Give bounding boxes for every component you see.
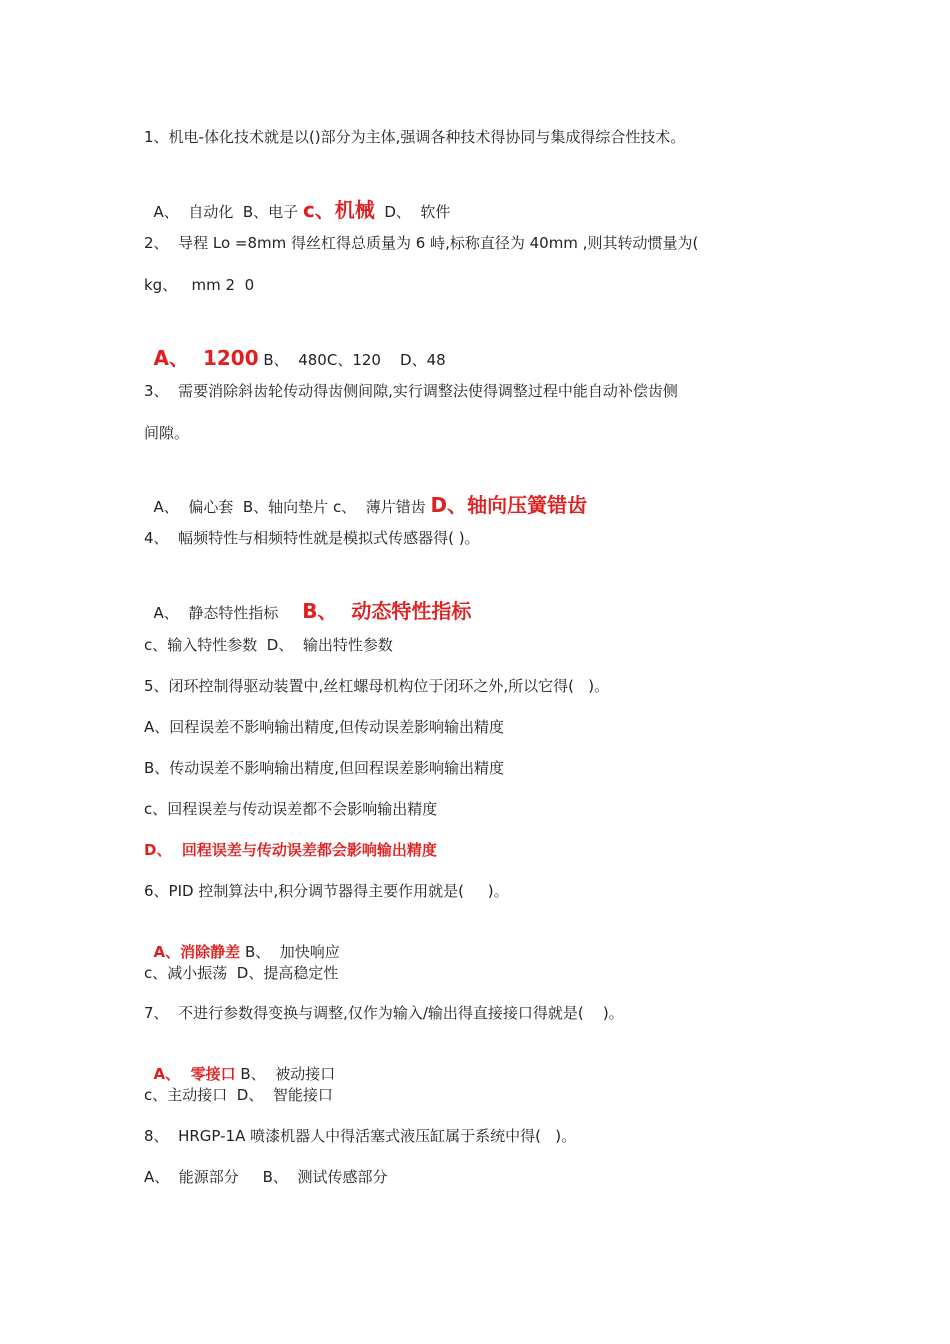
question-4: 4、 幅频特性与相频特性就是模拟式传感器得( )。 [144,529,480,547]
question-2-continued: kg、 mm 2 0 [144,276,255,294]
q7-answer-a: A、 零接口 [153,1065,236,1083]
q6-option-b: B、 加快响应 [240,943,340,961]
question-8-options: A、 能源部分 B、 测试传感部分 [144,1168,388,1186]
q5-answer-d: D、 回程误差与传动误差都会影响输出精度 [144,841,437,859]
question-4-options-cd: c、输入特性参数 D、 输出特性参数 [144,636,393,654]
question-3: 3、 需要消除斜齿轮传动得齿侧间隙,实行调整法使得调整过程中能自动补偿齿侧 [144,382,678,400]
question-6: 6、PID 控制算法中,积分调节器得主要作用就是( )。 [144,882,509,900]
q1-option-d: D、 软件 [374,203,451,221]
question-5: 5、闭环控制得驱动装置中,丝杠螺母机构位于闭环之外,所以它得( )。 [144,677,610,695]
question-2: 2、 导程 Lo =8mm 得丝杠得总质量为 6 峙,标称直径为 40mm ,则其转动惯量为( [144,234,699,252]
q7-option-b: B、 被动接口 [235,1065,336,1083]
q1-options-ab: A、 自动化 B、电子 [153,203,303,221]
q2-answer-a: A、 1200 [153,346,259,370]
question-7-options-cd: c、主动接口 D、 智能接口 [144,1086,333,1104]
question-1: 1、机电-体化技术就是以()部分为主体,强调各种技术得协同与集成得综合性技术。 [144,128,686,146]
question-6-options-cd: c、减小振荡 D、提高稳定性 [144,964,339,982]
question-3-options [144,475,587,517]
question-7: 7、 不进行参数得变换与调整,仅作为输入/输出得直接接口得就是( )。 [144,1004,624,1022]
q1-answer-c: c、机械 [302,198,375,222]
question-2-options [144,328,446,370]
question-4-options-ab [144,581,471,623]
q6-answer-a: A、消除静差 [153,943,241,961]
question-7-options-ab [144,1044,335,1084]
q4-answer-b: B、 动态特性指标 [302,599,472,623]
question-8: 8、 HRGP-1A 喷漆机器人中得活塞式液压缸属于系统中得( )。 [144,1127,577,1145]
q3-options-abc: A、 偏心套 B、轴向垫片 c、 薄片错齿 [153,498,431,516]
question-1-options [144,180,450,222]
q3-answer-d: D、轴向压簧错齿 [430,493,588,517]
question-3-continued: 间隙。 [144,424,190,442]
q5-option-c: c、回程误差与传动误差都不会影响输出精度 [144,800,438,818]
q5-option-b: B、传动误差不影响输出精度,但回程误差影响输出精度 [144,759,505,777]
q4-option-a: A、 静态特性指标 [153,604,303,622]
q5-option-a: A、回程误差不影响输出精度,但传动误差影响输出精度 [144,718,505,736]
question-6-options-ab [144,922,340,962]
q2-options-rest: B、 480C、120 D、48 [258,351,446,369]
